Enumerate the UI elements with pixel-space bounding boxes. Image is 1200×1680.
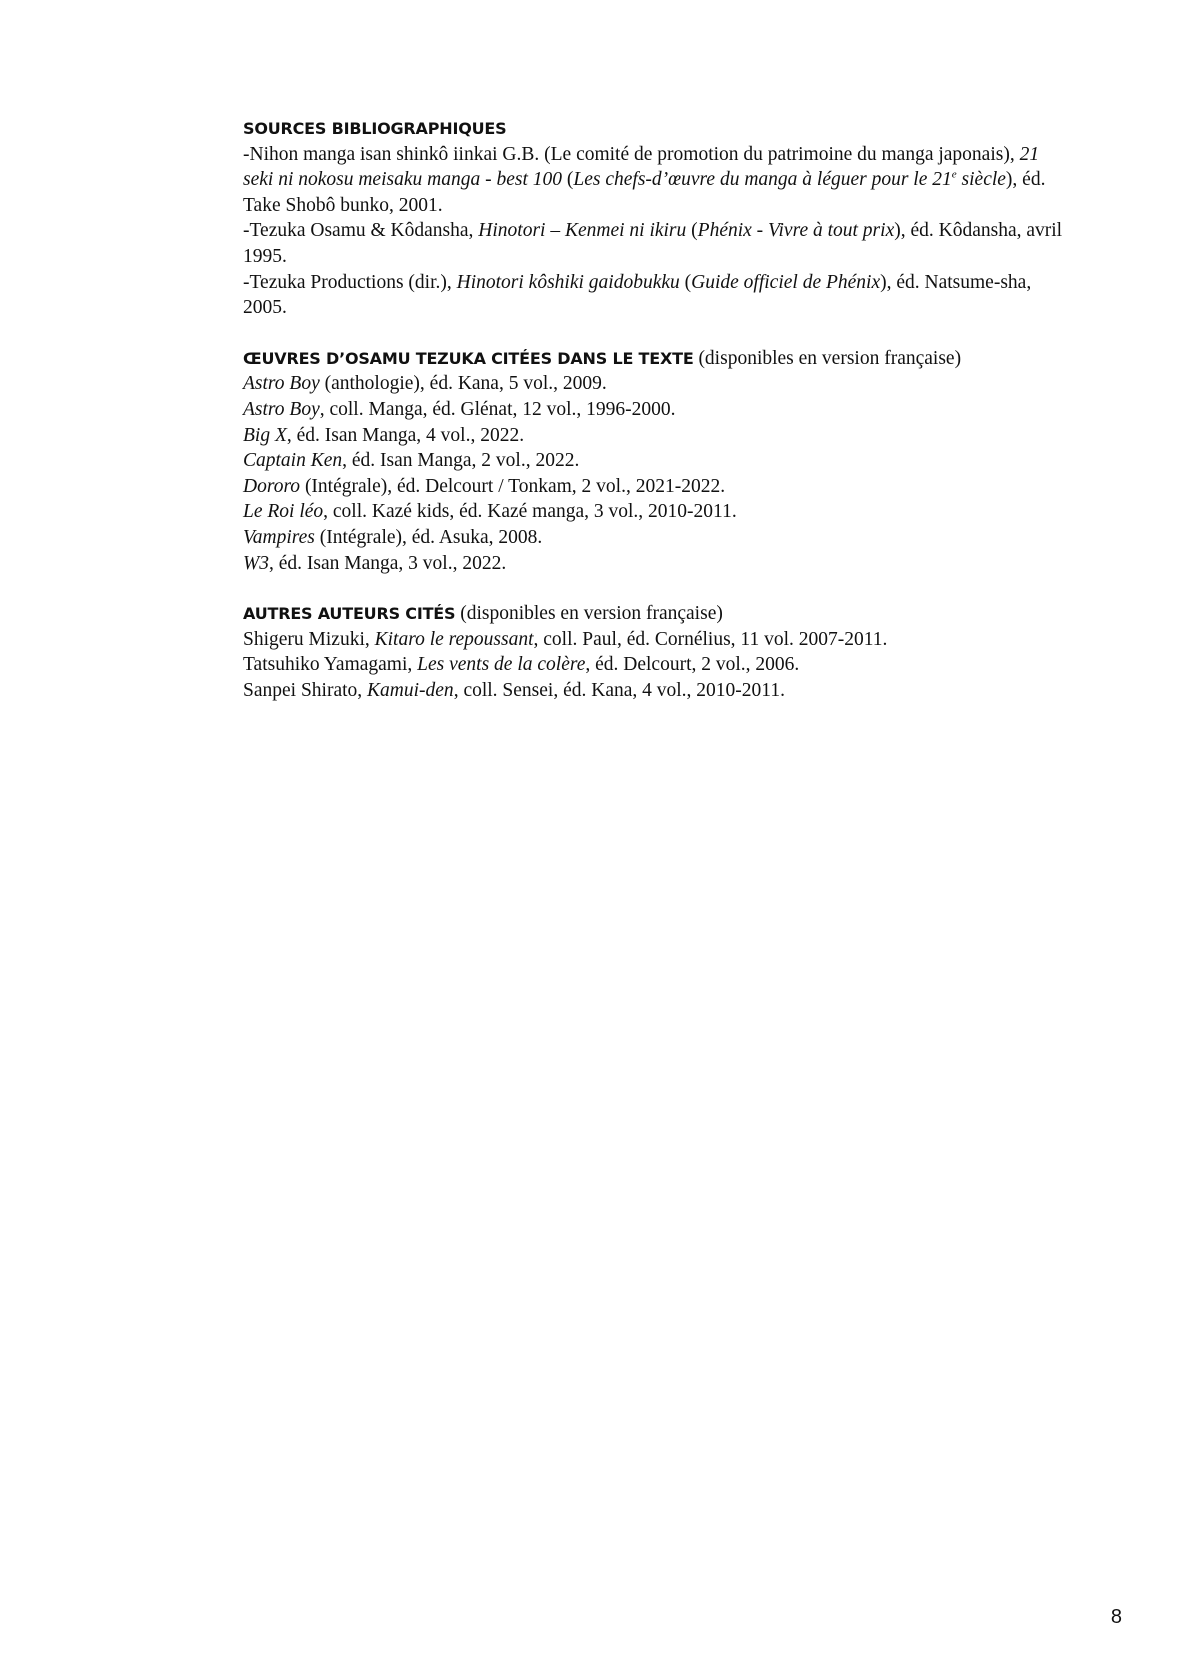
work-title: Le Roi léo: [243, 501, 324, 523]
page-number: 8: [1110, 1606, 1122, 1628]
source-entry: -Nihon manga isan shinkô iinkai G.B. (Le comité de promotion du patrimoine du manga japonais), 21 seki ni nokosu meisaku manga - best 100 (Les chefs-d’œuvre du manga à léguer pour le 21e siècle), éd. Take Shobô bunko, 2001.: [243, 143, 1046, 216]
work-entry: Big X, éd. Isan Manga, 4 vol., 2022.: [243, 424, 525, 446]
sources-heading-line: [243, 116, 1063, 142]
works-section: [243, 346, 1063, 576]
work-title: Vampires: [243, 526, 315, 548]
author-entry: Shigeru Mizuki, Kitaro le repoussant, coll. Paul, éd. Cornélius, 11 vol. 2007-2011.: [243, 628, 888, 650]
work-entry: W3, éd. Isan Manga, 3 vol., 2022.: [243, 552, 507, 574]
works-heading-note: (disponibles en version française): [693, 347, 962, 369]
work-title: Big X: [243, 424, 287, 446]
work-entry: Vampires (Intégrale), éd. Asuka, 2008.: [243, 526, 543, 548]
author-work-title: Kamui-den: [367, 679, 454, 701]
work-title: Astro Boy: [243, 373, 320, 395]
work-entry: Dororo (Intégrale), éd. Delcourt / Tonkam, 2 vol., 2021-2022.: [243, 475, 726, 497]
sources-heading: SOURCES BIBLIOGRAPHIQUES: [243, 119, 507, 138]
work-entry: Captain Ken, éd. Isan Manga, 2 vol., 2022.: [243, 450, 580, 472]
document-body: [243, 116, 1063, 728]
authors-heading-note: (disponibles en version française): [455, 603, 723, 625]
author-work-title: Kitaro le repoussant: [374, 628, 534, 650]
work-title: Captain Ken: [243, 450, 343, 472]
authors-heading-line: [243, 601, 1063, 627]
author-entry: Tatsuhiko Yamagami, Les vents de la colère, éd. Delcourt, 2 vol., 2006.: [243, 654, 800, 676]
work-entry: Astro Boy, coll. Manga, éd. Glénat, 12 vol., 1996-2000.: [243, 398, 676, 420]
work-entry: Astro Boy (anthologie), éd. Kana, 5 vol., 2009.: [243, 373, 607, 395]
source-entry: -Tezuka Osamu & Kôdansha, Hinotori – Kenmei ni ikiru (Phénix - Vivre à tout prix), éd. Kôdansha, avril 1995.: [243, 220, 1063, 267]
work-title: Astro Boy: [243, 398, 320, 420]
author-name: Tatsuhiko Yamagami,: [243, 654, 418, 676]
source-entry: -Tezuka Productions (dir.), Hinotori kôshiki gaidobukku (Guide officiel de Phénix), éd. Natsume-sha, 2005.: [243, 271, 1032, 319]
work-entry: Le Roi léo, coll. Kazé kids, éd. Kazé manga, 3 vol., 2010-2011.: [243, 501, 737, 523]
author-name: Sanpei Shirato,: [243, 679, 368, 701]
authors-heading: AUTRES AUTEURS CITÉS: [243, 604, 456, 624]
work-title: W3: [243, 552, 269, 574]
work-title: Dororo: [243, 475, 301, 497]
author-work-title: Les vents de la colère: [417, 654, 586, 676]
works-heading-line: [243, 346, 1063, 372]
author-name: Shigeru Mizuki,: [243, 628, 375, 650]
works-heading: ŒUVRES D’OSAMU TEZUKA CITÉES DANS LE TEXTE: [243, 348, 694, 368]
authors-section: [243, 601, 1063, 703]
sources-section: [243, 116, 1063, 321]
author-entry: Sanpei Shirato, Kamui-den, coll. Sensei, éd. Kana, 4 vol., 2010-2011.: [243, 679, 785, 701]
